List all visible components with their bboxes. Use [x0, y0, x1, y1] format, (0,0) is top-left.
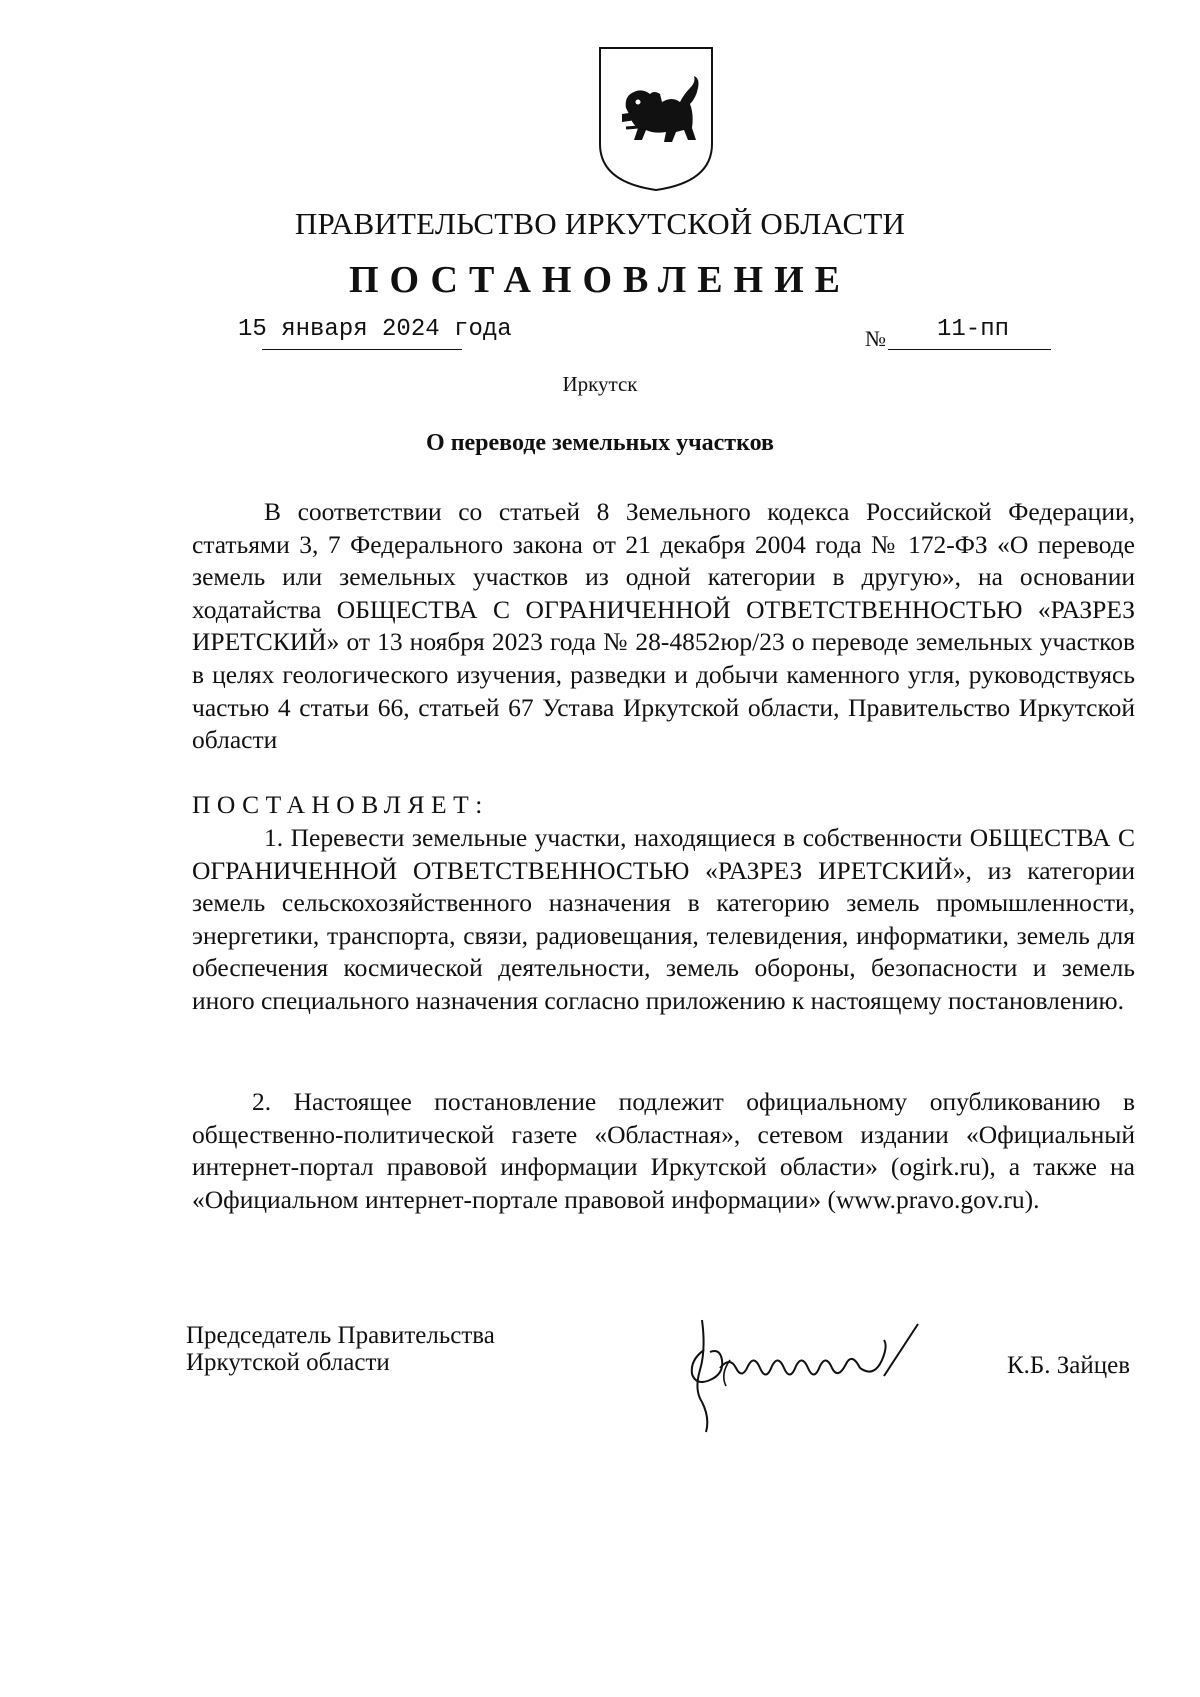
- number-label: №: [865, 326, 886, 351]
- document-type: ПОСТАНОВЛЕНИЕ: [348, 259, 852, 301]
- signer-name: К.Б. Зайцев: [1007, 1352, 1131, 1379]
- signer-position-line-1: Председатель Правительства: [186, 1322, 495, 1349]
- date-underline: [262, 349, 462, 350]
- handwritten-signature: [680, 1290, 940, 1440]
- document-number: 11-пп: [937, 316, 1010, 343]
- preamble-paragraph: В соответствии со статьей 8 Земельного кодекса Российской Федерации, статьями 3, 7 Федерального закона от 21 декабря 2004 года № 172-ФЗ «О переводе земель или земельных участков из одной категории в другую», на основании ходатайства ОБЩЕСТВА С ОГРАНИЧЕННОЙ ОТВЕТСТВЕННОСТЬЮ «РАЗРЕЗ ИРЕТСКИЙ» от 13 ноября 2023 года № 28-4852юр/23 о переводе земельных участков в целях геологического изучения, разведки и добычи каменного угля, руководствуясь частью 4 статьи 66, статьей 67 Устава Иркутской области, Правительство Иркутской области: [192, 497, 1135, 755]
- document-subject: О переводе земельных участков: [426, 430, 774, 456]
- number-underline: [888, 349, 1051, 350]
- government-title: ПРАВИТЕЛЬСТВО ИРКУТСКОЙ ОБЛАСТИ: [294, 206, 906, 241]
- city: Иркутск: [562, 372, 638, 396]
- item-2-paragraph: 2. Настоящее постановление подлежит официальному опубликованию в общественно-политической газете «Областная», сетевом издании «Официальный интернет-портал правовой информации Иркутской области» (ogirk.ru), а также на «Официальном интернет-портале правовой информации» (www.pravo.gov.ru).: [192, 1087, 1135, 1214]
- item-1-paragraph: 1. Перевести земельные участки, находящиеся в собственности ОБЩЕСТВА С ОГРАНИЧЕННОЙ ОТВЕТСТВЕННОСТЬЮ «РАЗРЕЗ ИРЕТСКИЙ», из категории земель сельскохозяйственного назначения в категорию земель промышленности, энергетики, транспорта, связи, радиовещания, телевидения, информатики, земель для обеспечения космической деятельности, земель обороны, безопасности и земель иного специального назначения согласно приложению к настоящему постановлению.: [192, 823, 1135, 1015]
- coat-of-arms-icon: [596, 44, 716, 194]
- resolves-heading: ПОСТАНОВЛЯЕТ:: [192, 790, 489, 819]
- signer-position: [186, 1322, 495, 1376]
- document-date: 15 января 2024 года: [238, 316, 512, 343]
- signer-position-line-2: Иркутской области: [186, 1349, 390, 1376]
